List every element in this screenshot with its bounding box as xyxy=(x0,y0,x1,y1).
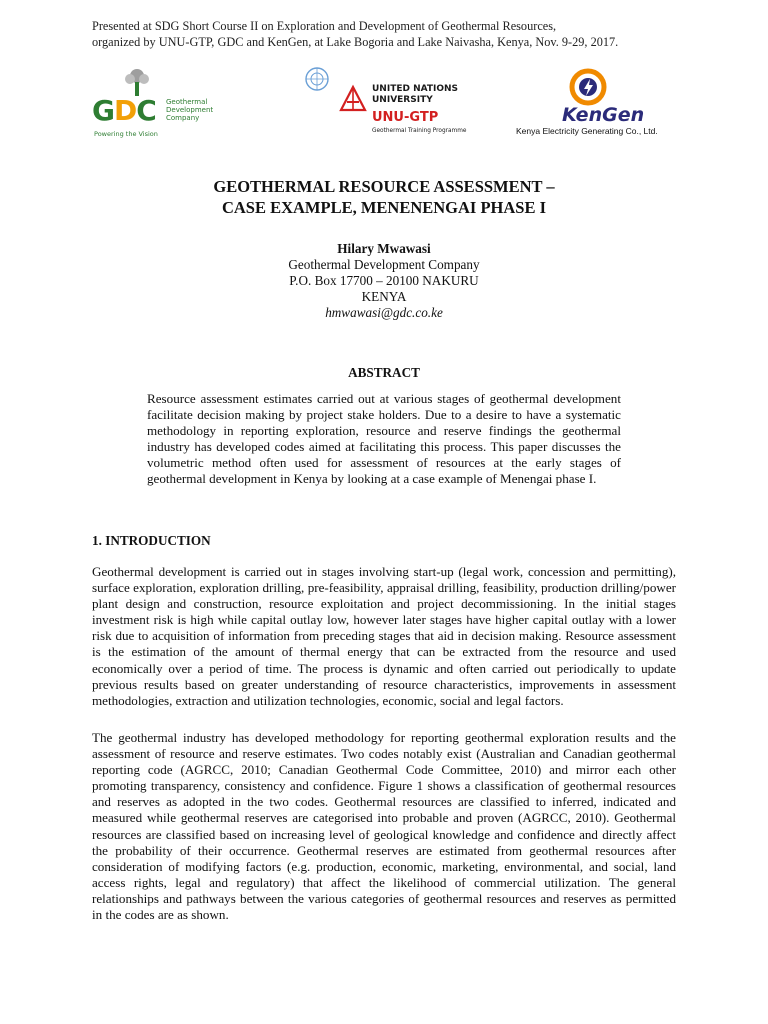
unu-name xyxy=(372,84,458,106)
author-country: KENYA xyxy=(361,289,407,304)
introduction-paragraph-1: Geothermal development is carried out in stages involving start-up (legal work, concession and permitting), surface exploration, exploration drilling, pre-feasibility, appraisal drilling, feasibility, production drilling/power plant design and construction, resource exploitation and project decommissioning. In the initial stages investment risk is high while capital outlay low, however later stages have higher capital outlay with a lower risk due to acquisition of information from preceding stages that aid in decision making. Resource assessment is the estimation of the amount of thermal energy that can be extracted from the resource and used economically over a period of time. The process is dynamic and often carried out periodically to update previous results based on greater understanding of resource characteristics, improvements in assessment methodologies, extraction and utilization technologies, economic, social and legal factors. xyxy=(92,564,676,708)
logo-strip xyxy=(0,62,768,142)
conference-note-line1: Presented at SDG Short Course II on Exploration and Development of Geothermal Resources, xyxy=(92,19,557,33)
gdc-letters xyxy=(92,94,156,127)
kengen-subtitle: Kenya Electricity Generating Co., Ltd. xyxy=(516,126,658,136)
paper-title-line1: GEOTHERMAL RESOURCE ASSESSMENT – xyxy=(213,177,555,196)
kengen-emblem-icon xyxy=(568,68,608,106)
gdc-company-line1: Geothermal xyxy=(166,98,208,106)
paper-title-line2: CASE EXAMPLE, MENENENGAI PHASE I xyxy=(221,198,547,217)
gdc-letter-c: C xyxy=(136,94,156,127)
unu-name-line2: UNIVERSITY xyxy=(372,95,433,105)
un-emblem-icon xyxy=(304,66,330,97)
kengen-wordmark: KenGen xyxy=(562,104,645,126)
unu-gate-icon xyxy=(338,84,368,114)
conference-note xyxy=(92,18,692,50)
kengen-logo xyxy=(516,66,676,138)
introduction-heading: 1. INTRODUCTION xyxy=(92,533,211,548)
unu-gtp-label: UNU-GTP xyxy=(372,110,439,125)
gdc-company-name xyxy=(166,98,213,122)
author-email: hmwawasi@gdc.co.ke xyxy=(325,305,443,320)
abstract-text: Resource assessment estimates carried out at various stages of geothermal development facilitate decision making by project stake holders. Due to a desire to have a systematic methodology in reporting exploration, resource and reserve findings the geothermal industry has developed codes aimed at facilitating this process. This paper discusses the volumetric method often used for assessment of resources at the early stages of geothermal development in Kenya by looking at a case example of Menengai phase I. xyxy=(147,391,621,487)
unu-name-line1: UNITED NATIONS xyxy=(372,84,459,94)
gdc-company-line3: Company xyxy=(166,114,200,122)
conference-note-line2: organized by UNU-GTP, GDC and KenGen, at Lake Bogoria and Lake Naivasha, Kenya, Nov. 9-29, 2017. xyxy=(92,35,619,49)
abstract-heading: ABSTRACT xyxy=(348,365,420,380)
unu-gtp-subtitle: Geothermal Training Programme xyxy=(372,128,467,134)
author-name: Hilary Mwawasi xyxy=(337,241,431,256)
author-block xyxy=(0,241,768,321)
author-affiliation: Geothermal Development Company xyxy=(288,257,480,272)
introduction-paragraph-2: The geothermal industry has developed methodology for reporting geothermal exploration results and the assessment of resource and reserve estimates. Two codes notably exist (Australian and Canadian geothermal reporting code (AGRCC, 2010; Canadian Geothermal Code Committee, 2010) and mirror each other promoting transparency, consistency and confidence. Figure 1 shows a classification of geothermal resources and reserves as adopted in the two codes. Geothermal resources are classified to inferred, indicated and measured while geothermal reserves are categorised into probable and proven (AGRCC, 2010). Geothermal resources are classified based on increasing level of geological knowledge and confidence and directly affect the probability of their occurrence. Geothermal reserves are estimated from geothermal resources after consideration of modifying factors (e.g. production, economic, marketing, environmental, and social, land access rights, legal and regulatory) that affect the likelihood of commercial utilization. The general relationships and pathways between the various categories of geothermal resources and reserves as permitted in the codes are as shown. xyxy=(92,730,676,923)
gdc-slogan: Powering the Vision xyxy=(94,130,158,138)
author-address: P.O. Box 17700 – 20100 NAKURU xyxy=(289,273,479,288)
unu-gtp-logo xyxy=(338,70,488,146)
gdc-letter-d: D xyxy=(113,94,137,127)
gdc-letter-g: G xyxy=(92,94,114,127)
gdc-company-line2: Development xyxy=(166,106,214,114)
gdc-logo xyxy=(92,68,222,140)
paper-title xyxy=(0,176,768,218)
